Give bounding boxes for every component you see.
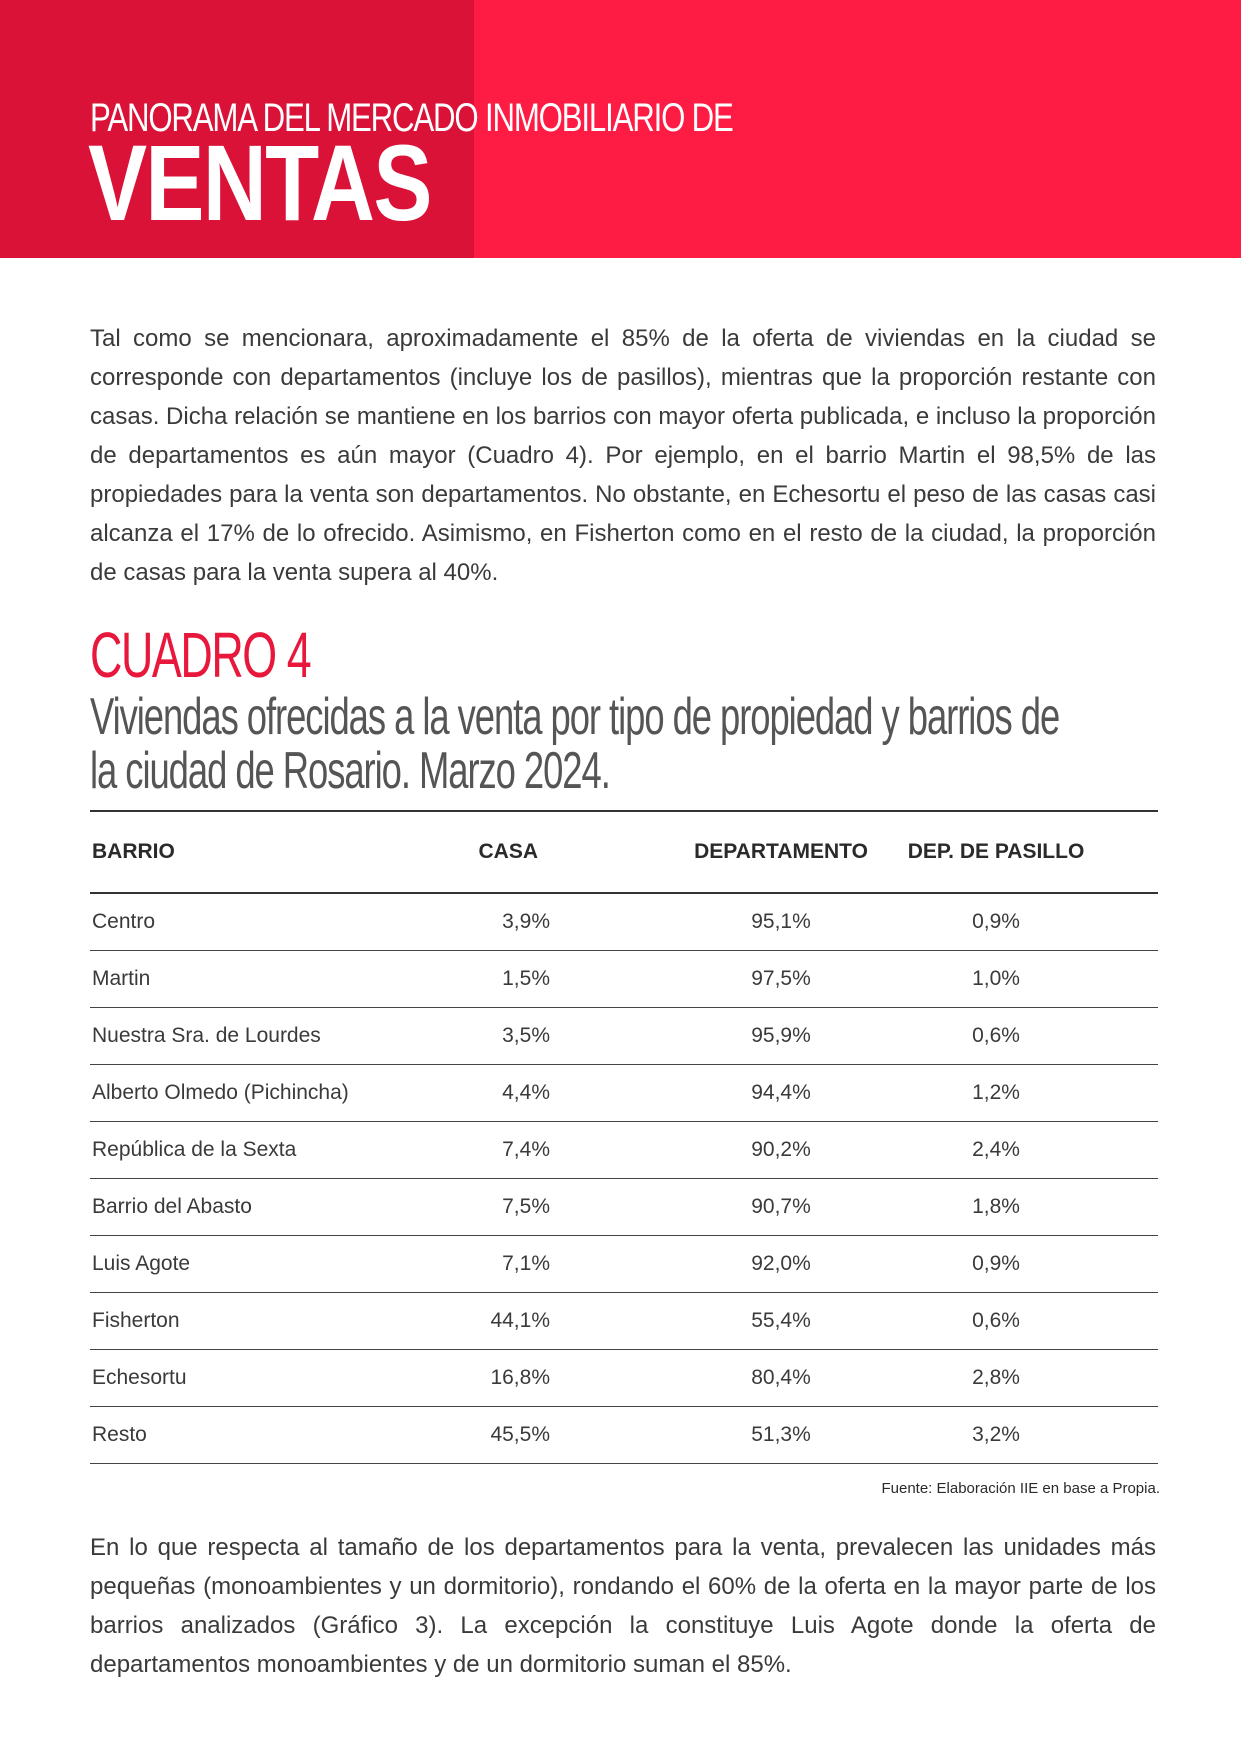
cell-barrio: Nuestra Sra. de Lourdes [92,1024,321,1047]
table-row [90,894,1158,951]
table-row [90,1179,1158,1236]
intro-paragraph: Tal como se mencionara, aproximadamente el 85% de la oferta de viviendas en la ciudad se corresponde con departamentos (incluye los de pasillos), mientras que la proporción restante con casas. Dicha relación se mantiene en los barrios con mayor oferta publicada, e incluso la proporción de departamentos es aún mayor (Cuadro 4). Por ejemplo, en el barrio Martin el 98,5% de las propiedades para la venta son departamentos. No obstante, en Echesortu el peso de las casas casi alcanza el 17% de lo ofrecido. Asimismo, en Fisherton como en el resto de la ciudad, la proporción de casas para la venta supera al 40%. [90,325,1156,586]
table-row [90,1008,1158,1065]
cell-pasillo: 1,0% [972,967,1020,990]
cell-departamento: 95,9% [751,1024,811,1047]
figure-title: Viviendas ofrecidas a la venta por tipo de propiedad y barrios de la ciudad de Rosario. Marzo 2024. [90,688,1060,800]
cell-departamento: 80,4% [751,1366,811,1389]
table-row [90,1293,1158,1350]
cell-barrio: Echesortu [92,1366,187,1389]
cell-pasillo: 2,8% [972,1366,1020,1389]
table-row [90,1350,1158,1407]
cell-barrio: Luis Agote [92,1252,191,1275]
header-casa: CASA [478,840,538,863]
header-barrio: BARRIO [92,840,175,863]
cell-pasillo: 0,9% [972,910,1020,933]
table-row [90,1065,1158,1122]
table-row [90,1407,1158,1464]
cell-barrio: Fisherton [92,1309,180,1332]
cell-casa: 7,5% [502,1195,550,1218]
cell-departamento: 51,3% [751,1423,811,1446]
cell-casa: 16,8% [490,1366,550,1389]
cell-pasillo: 0,6% [972,1024,1020,1047]
header-departamento: DEPARTAMENTO [694,840,868,863]
table-row [90,1122,1158,1179]
cell-departamento: 55,4% [751,1309,811,1332]
header-pasillo: DEP. DE PASILLO [907,840,1085,863]
cell-barrio: Martin [92,967,151,990]
cell-casa: 4,4% [502,1081,550,1104]
cell-casa: 3,9% [502,910,550,933]
header-kicker: PANORAMA DEL MERCADO INMOBILIARIO DE [90,96,733,140]
cell-barrio: Alberto Olmedo (Pichincha) [92,1081,349,1104]
table-source: Fuente: Elaboración IIE en base a Propia. [881,1480,1160,1497]
cell-barrio: Resto [92,1423,147,1446]
table-row [90,1236,1158,1293]
cell-pasillo: 1,8% [972,1195,1020,1218]
cell-pasillo: 0,9% [972,1252,1020,1275]
cell-pasillo: 2,4% [972,1138,1020,1161]
cell-casa: 1,5% [502,967,550,990]
closing-paragraph: En lo que respecta al tamaño de los departamentos para la venta, prevalecen las unidades más pequeñas (monoambientes y un dormitorio), rondando el 60% de la oferta en la mayor parte de los barrios analizados (Gráfico 3). La excepción la constituye Luis Agote donde la oferta de departamentos monoambientes y de un dormitorio suman el 85%. [90,1534,1156,1678]
cell-barrio: Centro [92,910,156,933]
cell-pasillo: 0,6% [972,1309,1020,1332]
cell-casa: 7,1% [502,1252,550,1275]
cell-departamento: 90,7% [751,1195,811,1218]
cell-pasillo: 3,2% [972,1423,1020,1446]
table-header-row [90,810,1158,894]
cell-pasillo: 1,2% [972,1081,1020,1104]
cell-departamento: 92,0% [751,1252,811,1275]
figure-label: CUADRO 4 [90,619,311,691]
cell-barrio: República de la Sexta [92,1138,297,1161]
cell-departamento: 94,4% [751,1081,811,1104]
table-row [90,951,1158,1008]
table-body [90,894,1158,1464]
cell-departamento: 90,2% [751,1138,811,1161]
cell-barrio: Barrio del Abasto [92,1195,252,1218]
cell-casa: 7,4% [502,1138,550,1161]
cell-casa: 45,5% [490,1423,550,1446]
header-banner [0,0,1241,258]
cell-casa: 44,1% [490,1309,550,1332]
cell-departamento: 95,1% [751,910,811,933]
data-table [90,810,1158,1464]
header-title: VENTAS [88,122,431,243]
cell-departamento: 97,5% [751,967,811,990]
cell-casa: 3,5% [502,1024,550,1047]
